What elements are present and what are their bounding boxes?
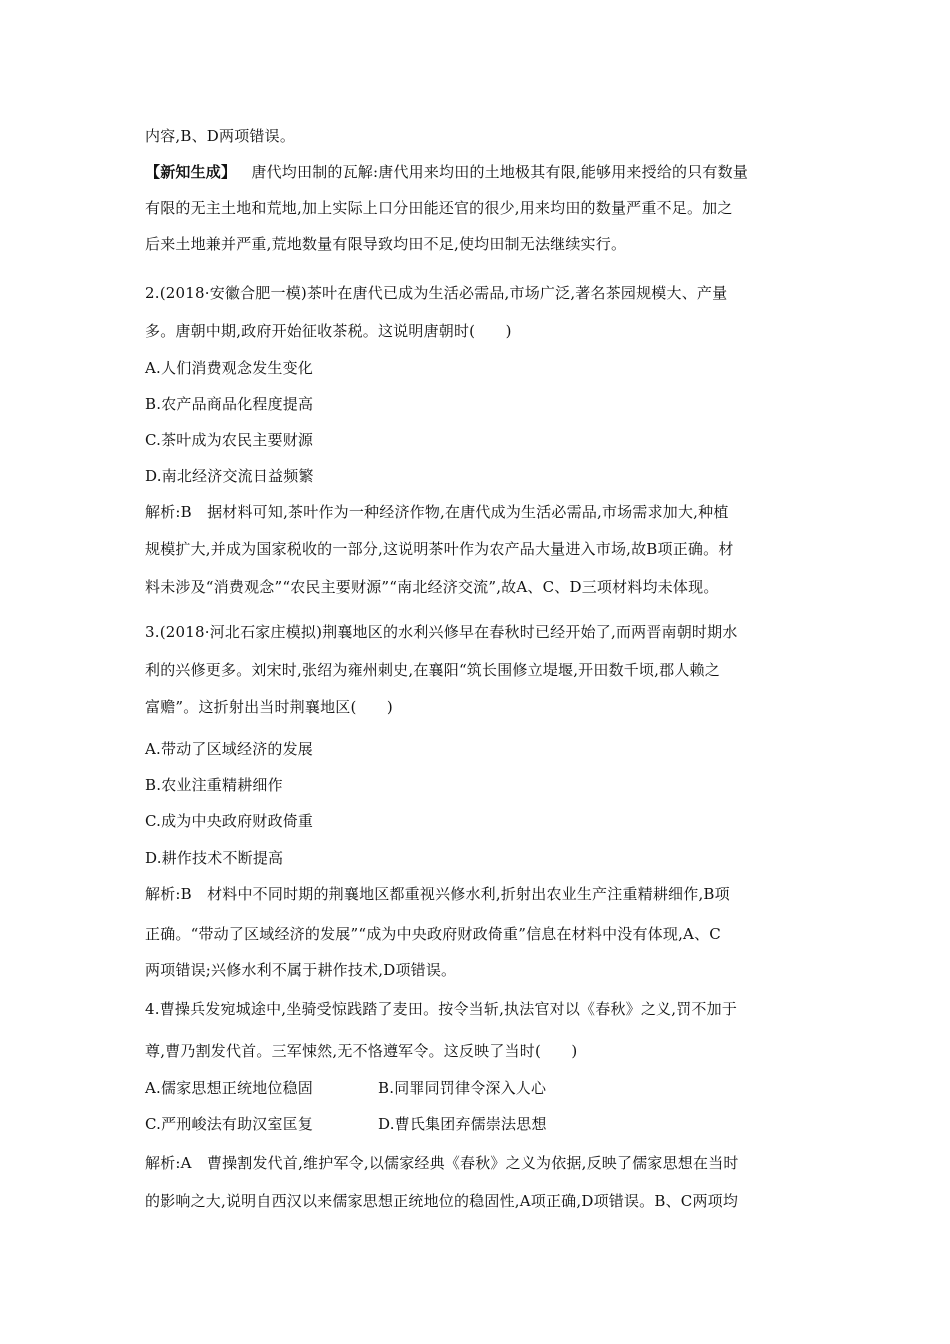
question-4-line: 4.曹操兵发宛城途中,坐骑受惊践踏了麦田。按令当斩,执法官对以《春秋》之义,罚不加于: [145, 1000, 738, 1018]
analysis-line: 两项错误;兴修水利不属于耕作技术,D项错误。: [145, 961, 457, 979]
option-d: D.南北经济交流日益频繁: [145, 467, 314, 485]
analysis-line: 解析:B 据材料可知,茶叶作为一种经济作物,在唐代成为生活必需品,市场需求加大,种植: [145, 503, 729, 521]
text-line: 内容,B、D两项错误。: [145, 127, 296, 145]
options-row: [145, 1078, 547, 1098]
option-b: B.农产品商品化程度提高: [145, 395, 314, 413]
text-line: 有限的无主土地和荒地,加上实际上口分田能还官的很少,用来均田的数量严重不足。加之: [145, 199, 733, 217]
analysis-line: 解析:B 材料中不同时期的荆襄地区都重视兴修水利,折射出农业生产注重精耕细作,B项: [145, 885, 730, 903]
option-c: C.严刑峻法有助汉室匡复: [145, 1115, 314, 1133]
text-line: 后来土地兼并严重,荒地数量有限导致均田不足,使均田制无法继续实行。: [145, 235, 627, 253]
option-c: C.成为中央政府财政倚重: [145, 812, 314, 830]
question-4-line: 尊,曹乃割发代首。三军悚然,无不恪遵军令。这反映了当时( ): [145, 1042, 578, 1060]
options-row: [145, 1114, 547, 1134]
question-3-line: 3.(2018·河北石家庄模拟)荆襄地区的水利兴修早在春秋时已经开始了,而两晋南朝时期水: [145, 623, 738, 641]
analysis-line: 正确。“带动了区域经济的发展”“成为中央政府财政倚重”信息在材料中没有体现,A、C: [145, 925, 721, 943]
option-b: B.同罪同罚律令深入人心: [378, 1079, 547, 1097]
question-2-line: 多。唐朝中期,政府开始征收茶税。这说明唐朝时( ): [145, 322, 512, 340]
analysis-line: 的影响之大,说明自西汉以来儒家思想正统地位的稳固性,A项正确,D项错误。B、C两项均: [145, 1192, 739, 1210]
analysis-line: 规模扩大,并成为国家税收的一部分,这说明茶叶作为农产品大量进入市场,故B项正确。材: [145, 540, 734, 558]
option-a: A.人们消费观念发生变化: [145, 359, 314, 377]
analysis-line: 解析:A 曹操割发代首,维护军令,以儒家经典《春秋》之义为依据,反映了儒家思想在当时: [145, 1154, 739, 1172]
analysis-line: 料未涉及“消费观念”“农民主要财源”“南北经济交流”,故A、C、D三项材料均未体现。: [145, 578, 719, 596]
option-a: A.带动了区域经济的发展: [145, 740, 314, 758]
question-3-line: 利的兴修更多。刘宋时,张绍为雍州刺史,在襄阳“筑长围修立堤堰,开田数千顷,郡人赖之: [145, 661, 720, 679]
option-a: A.儒家思想正统地位稳固: [145, 1079, 314, 1097]
knowledge-paragraph-line: [145, 162, 748, 182]
question-3-line: 富赡”。这折射出当时荆襄地区( ): [145, 698, 393, 716]
option-c: C.茶叶成为农民主要财源: [145, 431, 314, 449]
new-knowledge-tag: 【新知生成】: [145, 163, 237, 181]
option-d: D.曹氏集团弃儒崇法思想: [378, 1115, 547, 1133]
text-segment: 唐代均田制的瓦解:唐代用来均田的土地极其有限,能够用来授给的只有数量: [251, 163, 749, 181]
option-d: D.耕作技术不断提高: [145, 849, 284, 867]
option-b: B.农业注重精耕细作: [145, 776, 283, 794]
question-2-line: 2.(2018·安徽合肥一模)茶叶在唐代已成为生活必需品,市场广泛,著名茶园规模大、产量: [145, 284, 728, 302]
